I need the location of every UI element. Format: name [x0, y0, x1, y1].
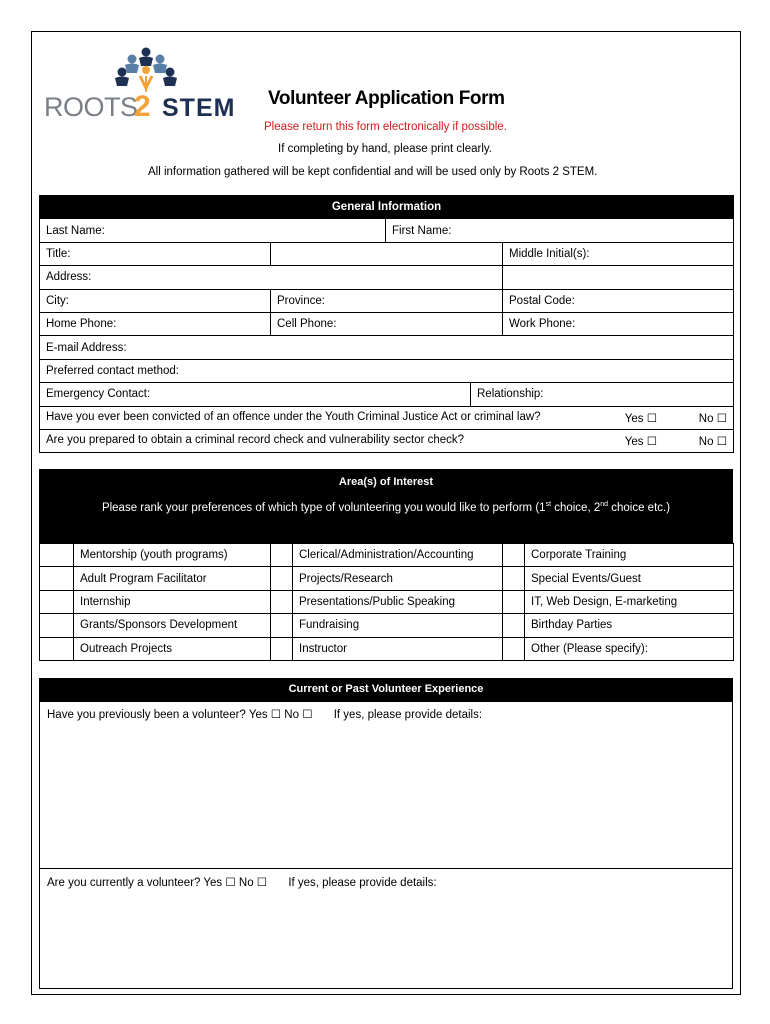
interest-rank-box[interactable]: [40, 614, 74, 637]
areas-of-interest-table: [39, 543, 734, 661]
last-name-field[interactable]: Last Name:: [40, 219, 386, 242]
previous-yes-checkbox[interactable]: Yes ☐: [248, 709, 282, 721]
interest-option-label: IT, Web Design, E-marketing: [525, 590, 734, 613]
conviction-question: Have you ever been convicted of an offence under the Youth Criminal Justice Act or criminal law?: [46, 410, 541, 423]
interest-rank-box[interactable]: [503, 590, 525, 613]
interest-rank-box[interactable]: [271, 590, 293, 613]
cell-phone-field[interactable]: Cell Phone:: [271, 312, 503, 335]
logo-text-2: 2: [134, 90, 151, 122]
postal-code-field[interactable]: Postal Code:: [503, 289, 734, 312]
province-field[interactable]: Province:: [271, 289, 503, 312]
volunteer-experience-box: [39, 701, 733, 989]
general-information-table: [39, 195, 734, 453]
preferred-contact-field[interactable]: Preferred contact method:: [40, 359, 734, 382]
interest-rank-box[interactable]: [271, 544, 293, 567]
interest-option-label: Internship: [74, 590, 271, 613]
middle-initial-field[interactable]: Middle Initial(s):: [503, 242, 734, 265]
title-field[interactable]: Title:: [40, 242, 271, 265]
print-clearly-note: If completing by hand, please print clearly.: [278, 143, 492, 155]
confidentiality-note: All information gathered will be kept confidential and will be used only by Roots 2 STEM.: [148, 166, 598, 178]
interest-rank-box[interactable]: [271, 614, 293, 637]
email-field[interactable]: E-mail Address:: [40, 336, 734, 359]
areas-of-interest-instruction: Please rank your preferences of which type of volunteering you would like to perform (1st choice, 2nd choice etc.): [101, 501, 671, 514]
interest-rank-box[interactable]: [40, 637, 74, 660]
conviction-question-row: [40, 406, 734, 429]
work-phone-field[interactable]: Work Phone:: [503, 312, 734, 335]
interest-option-label: Mentorship (youth programs): [74, 544, 271, 567]
general-information-heading: General Information: [40, 196, 734, 219]
current-volunteer-question: Are you currently a volunteer? Yes ☐ No ☐ If yes, please provide details:: [47, 877, 437, 889]
current-no-checkbox[interactable]: No ☐: [238, 877, 268, 889]
interest-row: [40, 637, 734, 660]
interest-rank-box[interactable]: [271, 637, 293, 660]
interest-rank-box[interactable]: [40, 590, 74, 613]
current-yes-checkbox[interactable]: Yes ☐: [203, 877, 236, 889]
areas-of-interest-heading: Area(s) of Interest: [338, 476, 434, 488]
interest-option-label: Birthday Parties: [525, 614, 734, 637]
interest-option-label: Grants/Sponsors Development: [74, 614, 271, 637]
record-check-yes-checkbox[interactable]: Yes ☐: [624, 436, 658, 449]
current-details-label: If yes, please provide details:: [288, 877, 437, 889]
conviction-yes-checkbox[interactable]: Yes ☐: [624, 412, 658, 425]
address-field[interactable]: Address:: [40, 266, 503, 289]
interest-rank-box[interactable]: [40, 567, 74, 590]
title-blank-field[interactable]: [271, 242, 503, 265]
city-field[interactable]: City:: [40, 289, 271, 312]
relationship-field[interactable]: Relationship:: [471, 383, 734, 406]
interest-option-label: Special Events/Guest: [525, 567, 734, 590]
areas-of-interest-header: [39, 469, 733, 544]
address-extra-field[interactable]: [503, 266, 734, 289]
interest-option-label: Clerical/Administration/Accounting: [293, 544, 503, 567]
return-electronically-note: Please return this form electronically if possible.: [264, 121, 507, 133]
home-phone-field[interactable]: Home Phone:: [40, 312, 271, 335]
previous-volunteer-question: Have you previously been a volunteer? Yes ☐ No ☐ If yes, please provide details:: [47, 709, 483, 721]
interest-rank-box[interactable]: [503, 614, 525, 637]
interest-rank-box[interactable]: [503, 544, 525, 567]
interest-rank-box[interactable]: [40, 544, 74, 567]
interest-option-label: Adult Program Facilitator: [74, 567, 271, 590]
record-check-question-row: [40, 429, 734, 452]
roots2stem-logo: [44, 46, 248, 122]
form-title: Volunteer Application Form: [268, 88, 505, 109]
interest-option-label: Other (Please specify):: [525, 637, 734, 660]
volunteer-experience-heading: Current or Past Volunteer Experience: [39, 678, 733, 701]
interest-row: [40, 614, 734, 637]
record-check-no-checkbox[interactable]: No ☐: [698, 436, 728, 449]
people-group-icon: [115, 48, 177, 93]
interest-rank-box[interactable]: [503, 567, 525, 590]
interest-row: [40, 567, 734, 590]
conviction-no-checkbox[interactable]: No ☐: [698, 412, 728, 425]
interest-option-label: Presentations/Public Speaking: [293, 590, 503, 613]
interest-rank-box[interactable]: [271, 567, 293, 590]
experience-divider: [40, 868, 732, 869]
record-check-question: Are you prepared to obtain a criminal record check and vulnerability sector check?: [46, 434, 465, 447]
logo-text-roots: ROOTS: [44, 92, 138, 122]
interest-row: [40, 590, 734, 613]
first-name-field[interactable]: First Name:: [386, 219, 734, 242]
emergency-contact-field[interactable]: Emergency Contact:: [40, 383, 471, 406]
interest-option-label: Outreach Projects: [74, 637, 271, 660]
logo-text-stem: STEM: [162, 94, 236, 122]
interest-option-label: Corporate Training: [525, 544, 734, 567]
previous-details-label: If yes, please provide details:: [333, 709, 483, 721]
interest-option-label: Instructor: [293, 637, 503, 660]
interest-option-label: Fundraising: [293, 614, 503, 637]
interest-option-label: Projects/Research: [293, 567, 503, 590]
previous-no-checkbox[interactable]: No ☐: [284, 709, 313, 721]
interest-rank-box[interactable]: [503, 637, 525, 660]
interest-row: [40, 544, 734, 567]
